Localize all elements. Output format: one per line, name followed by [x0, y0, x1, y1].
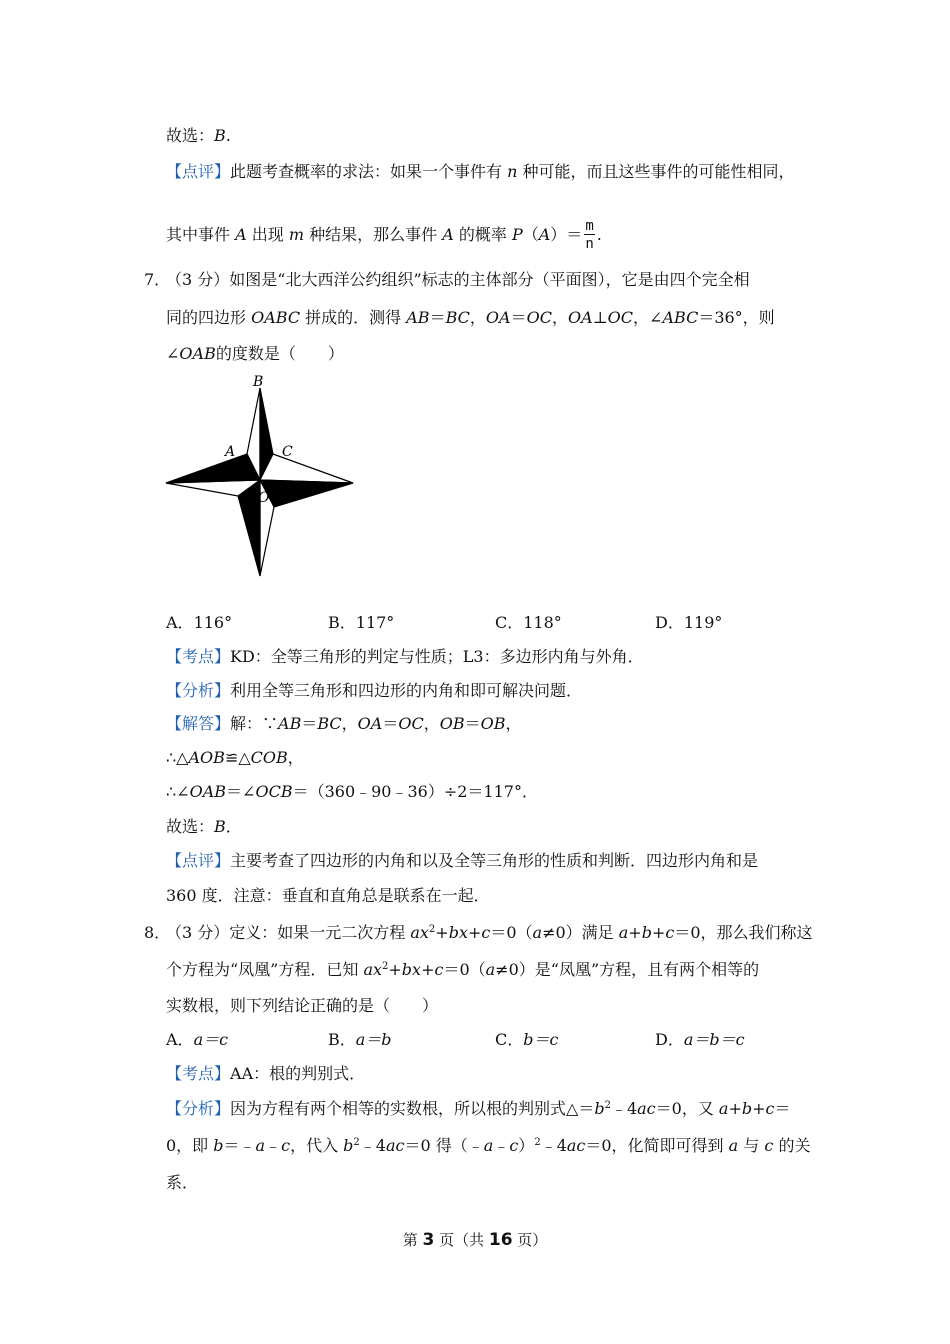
- q8-line1: （3 分）定义：如果一元二次方程 $ax^2+bx+c=0(a\ne 0)$满足 a+b+c＝0，那么我们称这: [166, 923, 813, 942]
- q7-review-line1: 【点评】主要考查了四边形的内角和以及全等三角形的性质和判断．四边形内角和是: [166, 851, 759, 870]
- prev-choose-line: 故选：B.: [166, 126, 231, 145]
- q7-option-a: A．116°: [166, 613, 233, 632]
- q7-option-b: B．117°: [328, 613, 395, 632]
- review-tag: 【点评】: [166, 162, 231, 181]
- q7-choose: 故选：B．: [166, 817, 242, 836]
- star-bottom-left: [238, 480, 260, 576]
- q7-option-d: D．119°: [655, 613, 723, 632]
- q8-option-b: B．a＝b: [328, 1030, 392, 1049]
- star-right-top: [260, 454, 353, 483]
- q7-review-line2: 360 度．注意：垂直和直角总是联系在一起．: [166, 886, 490, 905]
- nato-star-figure: [160, 370, 360, 584]
- prev-review-line2: 其中事件 A 出现 m 种结果，那么事件 A 的概率 P（A）＝ $\frac{m}{n}$ .: [166, 218, 602, 252]
- star-right-bottom: [260, 480, 353, 507]
- page-number: 3: [422, 1230, 435, 1250]
- q8-number: 8．: [144, 923, 171, 942]
- fraction-m-over-n: $\frac{m}{n}$: [585, 218, 594, 252]
- q8-fenxi-line1: 【分析】因为方程有两个相等的实数根，所以根的判别式$\triangle=b^2﹣4ac=0$，又 a+b+c＝: [166, 1099, 791, 1118]
- q7-line2: 同的四边形 OABC 拼成的．测得 AB＝BC，OA＝OC，OA⊥OC，∠ABC＝36°，则: [166, 308, 775, 327]
- q7-step2: ∴△AOB≌△COB，: [166, 748, 304, 767]
- q7-kaodian: 【考点】KD：全等三角形的判定与性质；L3：多边形内角与外角．: [166, 647, 644, 666]
- label-A: A: [225, 444, 236, 460]
- label-O: O: [258, 490, 270, 506]
- label-C: C: [282, 444, 293, 460]
- q7-number: 7．: [144, 270, 171, 289]
- q7-line1: （3 分）如图是“北大西洋公约组织”标志的主体部分（平面图），它是由四个完全相: [166, 270, 750, 289]
- q7-line3: ∠OAB的度数是（ ）: [166, 344, 344, 363]
- q8-kaodian: 【考点】AA：根的判别式．: [166, 1064, 366, 1083]
- q7-option-c: C．118°: [495, 613, 562, 632]
- q7-fenxi: 【分析】利用全等三角形和四边形的内角和即可解决问题．: [166, 681, 583, 700]
- q8-option-c: C．b＝c: [495, 1030, 559, 1049]
- q7-step3: ∴∠OAB＝∠OCB＝（360﹣90﹣36）÷2＝117°．: [166, 782, 538, 801]
- q8-fenxi-line2: 0，即 b＝﹣a﹣c，代入 $b^2﹣4ac=0$ 得（﹣a﹣c）$^2$﹣4ac＝0，化简即可得到 a 与 c 的关: [166, 1136, 811, 1155]
- label-B: B: [253, 374, 264, 390]
- q8-option-d: D．a＝b＝c: [655, 1030, 745, 1049]
- star-left-top: [166, 454, 260, 483]
- page-total: 16: [488, 1230, 513, 1250]
- q8-line3: 实数根，则下列结论正确的是（ ）: [166, 996, 439, 1015]
- q7-jieda: 【解答】解：∵AB＝BC，OA＝OC，OB＝OB，: [166, 714, 522, 733]
- page-footer: 第 3 页（共 16 页）: [402, 1230, 548, 1250]
- q8-line2: 个方程为“凤凰”方程．已知 $ax^2+bx+c=0(a\ne 0)$是“凤凰”方程，且有两个相等的: [166, 960, 760, 979]
- prev-review-line1: 【点评】此题考查概率的求法：如果一个事件有 n 种可能，而且这些事件的可能性相同，: [166, 162, 795, 181]
- q8-fenxi-line3: 系．: [166, 1173, 199, 1192]
- q8-option-a: A．a＝c: [166, 1030, 229, 1049]
